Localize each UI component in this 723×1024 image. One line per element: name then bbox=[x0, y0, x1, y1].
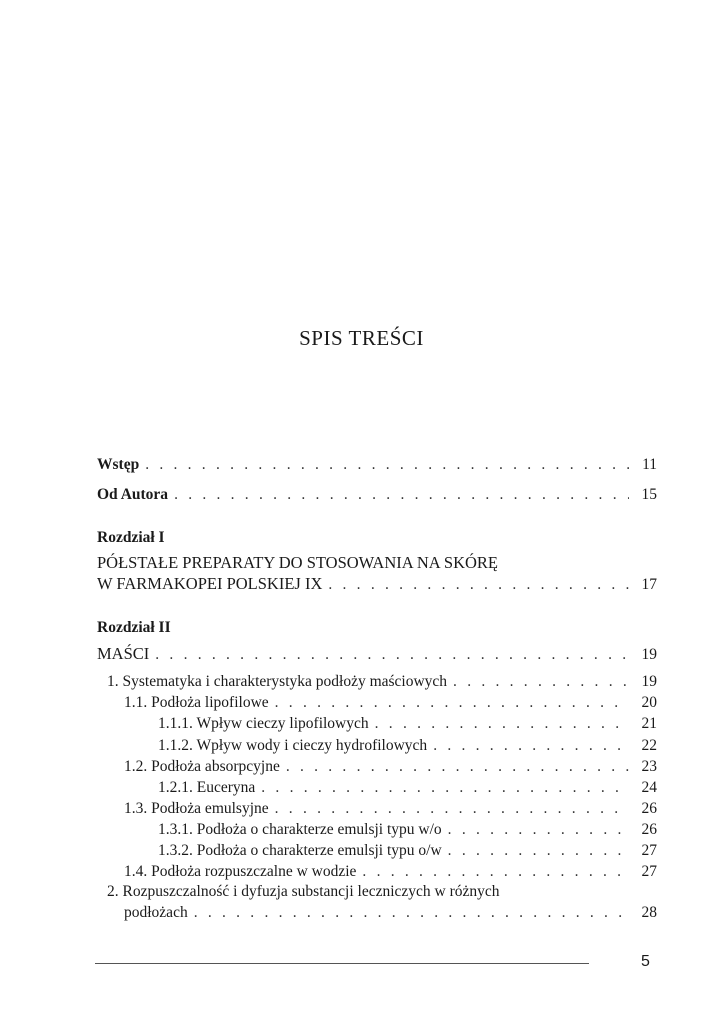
toc-entry-label: 1.2. Podłoża absorpcyjne bbox=[124, 758, 280, 775]
toc-entry-1-1-1[interactable] bbox=[97, 714, 657, 734]
chapter-1-heading: Rozdział I bbox=[97, 529, 165, 546]
dot-leader bbox=[275, 799, 629, 819]
toc-entry-1-1-2[interactable] bbox=[97, 736, 657, 756]
toc-entry-page: 26 bbox=[641, 821, 657, 838]
toc-entry-label: 1.1. Podłoża lipofilowe bbox=[124, 694, 269, 711]
toc-entry-label: 1.1.2. Wpływ wody i cieczy hydrofilowych bbox=[158, 737, 428, 754]
toc-entry-1-2-1[interactable] bbox=[97, 778, 657, 798]
toc-entry-label: MAŚCI bbox=[97, 644, 150, 663]
toc-entry-2-line1: 2. Rozpuszczalność i dyfuzja substancji leczniczych w różnych bbox=[107, 883, 500, 900]
toc-entry-label: 1. Systematyka i charakterystyka podłoży maściowych bbox=[107, 673, 448, 690]
toc-entry-page: 28 bbox=[641, 904, 657, 921]
toc-entry-page: 15 bbox=[641, 486, 657, 503]
toc-entry-label: W FARMAKOPEI POLSKIEJ IX bbox=[97, 574, 323, 593]
toc-entry-page: 27 bbox=[641, 863, 657, 880]
toc-entry-1-2[interactable] bbox=[97, 757, 657, 777]
dot-leader bbox=[145, 455, 629, 475]
dot-leader bbox=[448, 841, 629, 861]
toc-entry-1[interactable] bbox=[97, 672, 657, 692]
toc-entry-label: 1.1.1. Wpływ cieczy lipofilowych bbox=[158, 715, 369, 732]
toc-entry-label: 1.3.1. Podłoża o charakterze emulsji typu w/o bbox=[158, 821, 442, 838]
toc-entry-1-4[interactable] bbox=[97, 862, 657, 882]
toc-entry-page: 19 bbox=[641, 673, 657, 690]
toc-entry-1-3-1[interactable] bbox=[97, 820, 657, 840]
toc-entry-page: 27 bbox=[641, 842, 657, 859]
dot-leader bbox=[328, 575, 629, 595]
toc-entry-label: 1.2.1. Euceryna bbox=[158, 779, 256, 796]
toc-entry-wstep[interactable] bbox=[97, 455, 657, 475]
toc-entry-page: 24 bbox=[641, 779, 657, 796]
toc-entry-label: 1.3.2. Podłoża o charakterze emulsji typu o/w bbox=[158, 842, 442, 859]
dot-leader bbox=[286, 757, 629, 777]
toc-entry-page: 11 bbox=[642, 456, 657, 473]
dot-leader bbox=[362, 862, 629, 882]
dot-leader bbox=[155, 645, 629, 665]
toc-entry-label: 1.4. Podłoża rozpuszczalne w wodzie bbox=[124, 863, 357, 880]
toc-entry-page: 19 bbox=[641, 646, 657, 663]
chapter-2-heading: Rozdział II bbox=[97, 619, 171, 636]
dot-leader bbox=[174, 485, 629, 505]
dot-leader bbox=[448, 820, 629, 840]
toc-entry-1-1[interactable] bbox=[97, 693, 657, 713]
dot-leader bbox=[453, 672, 629, 692]
dot-leader bbox=[375, 714, 629, 734]
toc-entry-label: Od Autora bbox=[97, 486, 169, 503]
toc-entry-2[interactable] bbox=[97, 903, 657, 923]
toc-entry-page: 17 bbox=[641, 576, 657, 593]
toc-entry-od-autora[interactable] bbox=[97, 485, 657, 505]
page-title: SPIS TREŚCI bbox=[299, 326, 424, 350]
toc-entry-page: 26 bbox=[641, 800, 657, 817]
toc-entry-page: 23 bbox=[641, 758, 657, 775]
toc-entry-page: 20 bbox=[641, 694, 657, 711]
page-number: 5 bbox=[641, 953, 650, 970]
toc-entry-1-3[interactable] bbox=[97, 799, 657, 819]
toc-entry-chapter-1[interactable] bbox=[97, 574, 657, 595]
toc-entry-label: podłożach bbox=[124, 904, 188, 921]
toc-entry-1-3-2[interactable] bbox=[97, 841, 657, 861]
footer-rule bbox=[95, 963, 589, 964]
dot-leader bbox=[275, 693, 629, 713]
dot-leader bbox=[194, 903, 629, 923]
dot-leader bbox=[433, 736, 629, 756]
toc-entry-label: Wstęp bbox=[97, 456, 140, 473]
toc-entry-masci[interactable] bbox=[97, 644, 657, 665]
toc-entry-page: 22 bbox=[641, 737, 657, 754]
dot-leader bbox=[261, 778, 629, 798]
toc-entry-page: 21 bbox=[641, 715, 657, 732]
chapter-1-title-line1: PÓŁSTAŁE PREPARATY DO STOSOWANIA NA SKÓRĘ bbox=[97, 553, 499, 572]
toc-entry-label: 1.3. Podłoża emulsyjne bbox=[124, 800, 269, 817]
